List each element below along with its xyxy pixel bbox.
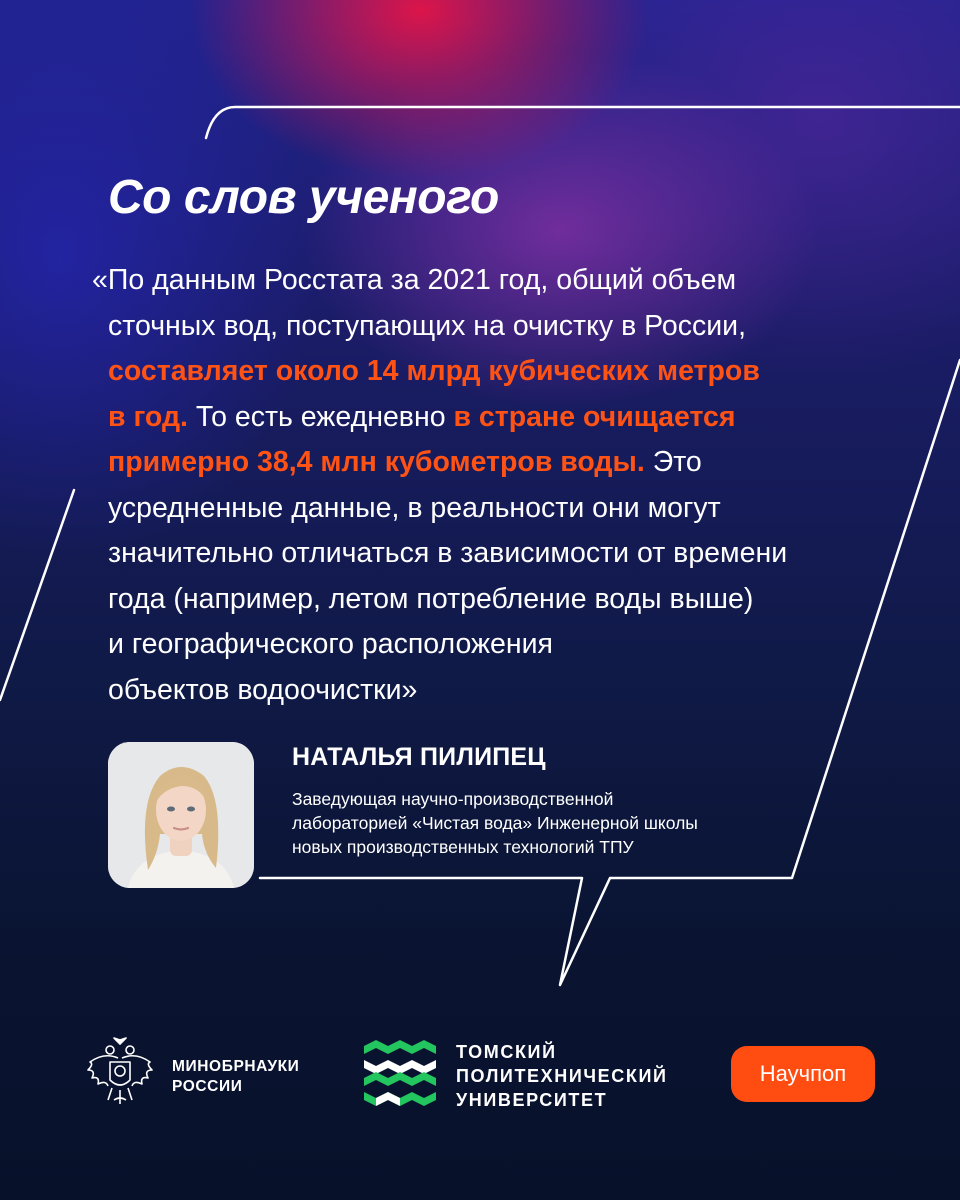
quote-fragment: Это — [644, 446, 702, 478]
quote-fragment: значительно отличаться в зависимости от времени — [108, 537, 788, 569]
university-line: ПОЛИТЕХНИЧЕСКИЙ — [456, 1066, 668, 1086]
tpu-logo-icon — [364, 1040, 436, 1110]
university-line: УНИВЕРСИТЕТ — [456, 1090, 608, 1110]
quote-highlight: составляет около 14 млрд кубических метров — [108, 355, 760, 387]
quote-fragment: сточных вод, поступающих на очистку в России, — [108, 309, 746, 342]
page-title: Со слов ученого — [108, 171, 499, 224]
quote-line — [92, 440, 882, 486]
quote-line — [92, 349, 882, 395]
quote-fragment: объектов водоочистки» — [108, 673, 418, 706]
quote-fragment: года (например, летом потребление воды выше) — [108, 582, 754, 615]
author-photo — [108, 742, 254, 888]
quote-highlight: в год. — [108, 400, 188, 433]
ministry-name — [172, 1057, 299, 1097]
quote-highlight: примерно 38,4 млн кубометров воды. — [108, 446, 645, 478]
ministry-line: МИНОБРНАУКИ — [172, 1058, 300, 1075]
nauchpop-button[interactable]: Научпоп — [731, 1046, 875, 1102]
quote-line — [92, 395, 882, 441]
quote-line — [92, 668, 882, 714]
quote-line — [92, 622, 882, 668]
quote-fragment: и географического расположения — [108, 628, 553, 660]
quote-line — [92, 304, 882, 350]
quote-fragment: «По данным Росстата за 2021 год, общий объем — [92, 264, 737, 296]
quote-text — [92, 258, 882, 713]
university-line: ТОМСКИЙ — [456, 1042, 557, 1062]
quote-highlight: в стране очищается — [453, 400, 736, 433]
quote-fragment: То есть ежедневно — [187, 400, 454, 433]
author-name: НАТАЛЬЯ ПИЛИПЕЦ — [292, 743, 546, 771]
author-role-line: лабораторией «Чистая вода» Инженерной школы — [292, 813, 698, 833]
author-role — [292, 787, 792, 859]
university-name — [456, 1040, 668, 1112]
coat-of-arms-icon — [84, 1036, 156, 1110]
author-role-line: Заведующая научно-производственной — [292, 789, 614, 809]
quote-line — [92, 577, 882, 623]
quote-fragment: усредненные данные, в реальности они могут — [108, 491, 721, 524]
quote-line — [92, 486, 882, 532]
quote-line — [92, 531, 882, 577]
author-role-line: новых производственных технологий ТПУ — [292, 837, 634, 857]
ministry-line: РОССИИ — [172, 1078, 243, 1095]
portrait-image — [108, 742, 254, 888]
quote-line — [92, 258, 882, 304]
